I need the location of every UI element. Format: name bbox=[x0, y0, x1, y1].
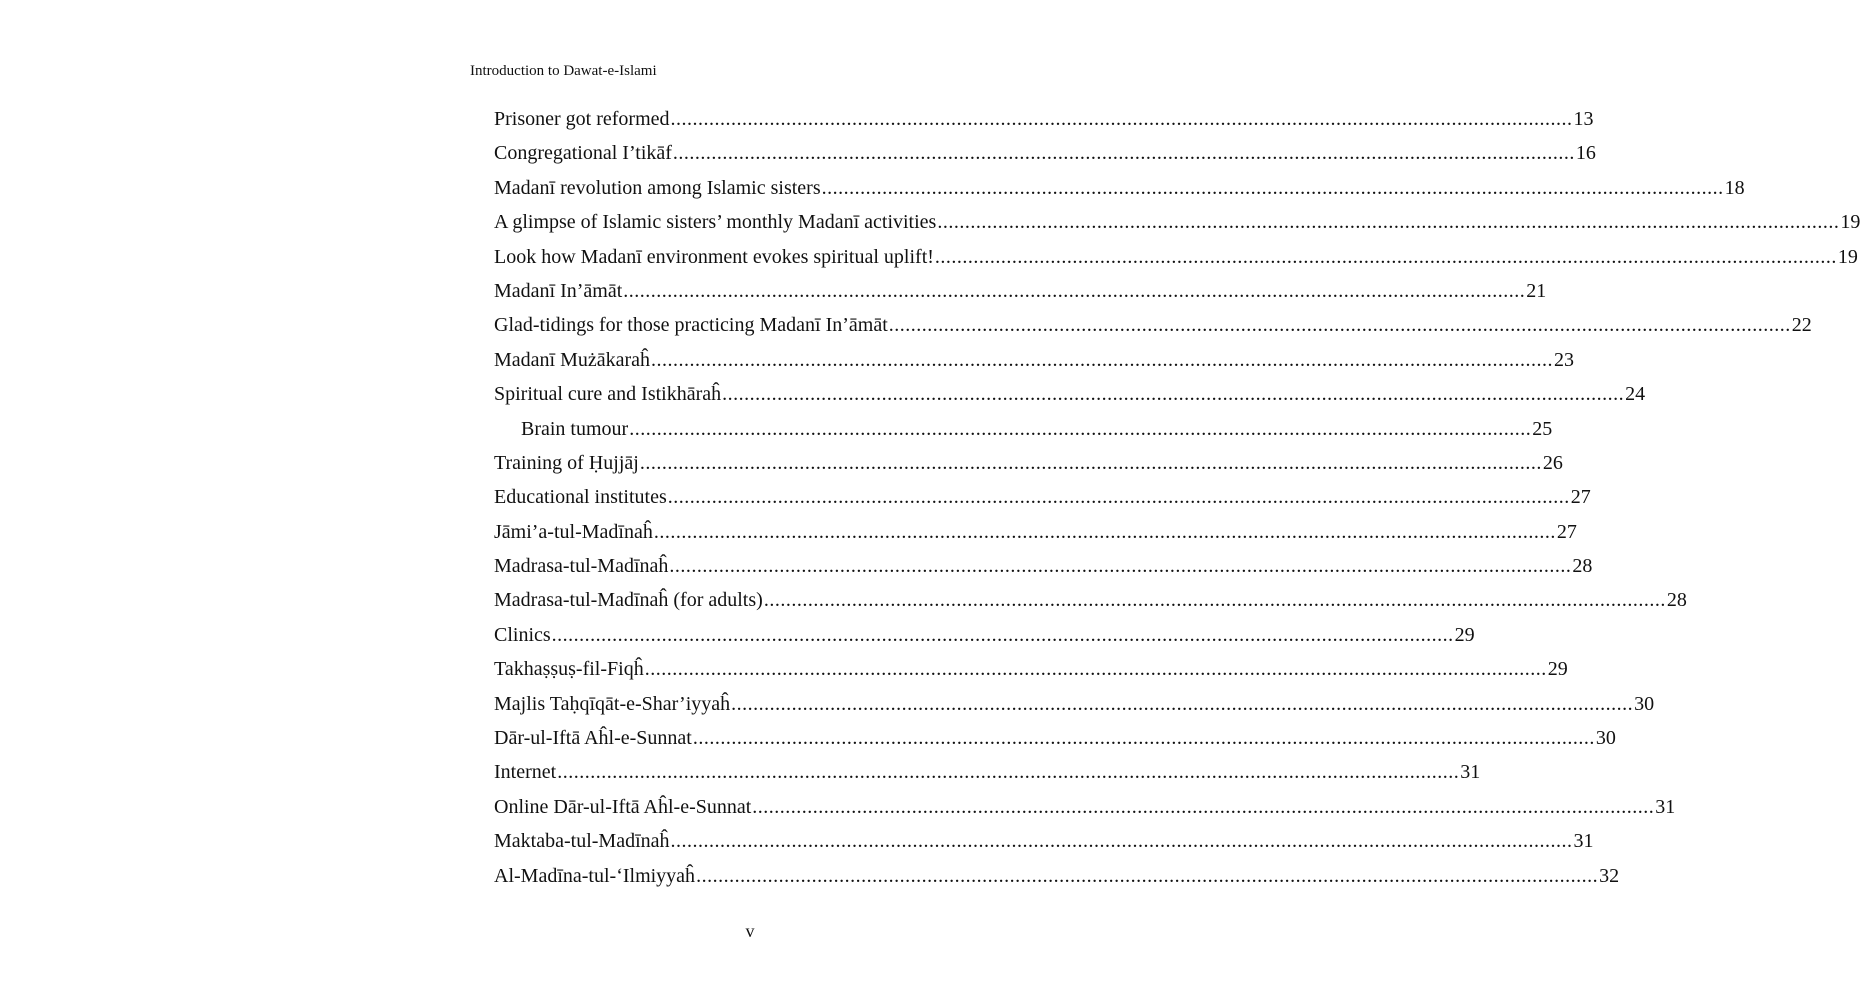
toc-entry-page: 16 bbox=[1575, 142, 1596, 165]
toc-entry-page: 28 bbox=[1572, 555, 1593, 578]
toc-entry bbox=[494, 446, 1563, 480]
toc-entry-title: Training of Ḥujjāj bbox=[494, 451, 639, 474]
toc-entry bbox=[494, 102, 1594, 136]
toc-dot-leader: .................................................................................................................................................................... bbox=[667, 486, 1570, 509]
toc-dot-leader: .................................................................................................................................................................... bbox=[670, 108, 1573, 130]
toc-entry-title: Jāmi’a-tul-Madīnaĥ bbox=[494, 520, 653, 543]
toc-dot-leader: .................................................................................................................................................................... bbox=[888, 314, 1791, 337]
toc-entry-title: Brain tumour bbox=[521, 417, 629, 440]
toc-dot-leader: .................................................................................................................................................................... bbox=[623, 279, 1526, 302]
toc-entry-title: Madrasa-tul-Madīnaĥ bbox=[494, 555, 669, 578]
toc-entry-title: Prisoner got reformed bbox=[494, 108, 670, 130]
toc-entry-page: 31 bbox=[1573, 830, 1594, 853]
toc-entry-page: 31 bbox=[1460, 761, 1481, 784]
toc-entry-page: 22 bbox=[1791, 314, 1812, 337]
toc-entry-title: Madanī revolution among Islamic sisters bbox=[494, 176, 821, 199]
toc-entry bbox=[494, 583, 1687, 617]
toc-dot-leader: .................................................................................................................................................................... bbox=[752, 795, 1655, 818]
toc-entry-page: 30 bbox=[1634, 692, 1655, 715]
toc-entry bbox=[494, 824, 1594, 858]
table-of-contents bbox=[494, 102, 1860, 893]
toc-dot-leader: .................................................................................................................................................................... bbox=[692, 727, 1595, 750]
toc-entry-title: Congregational I’tikāf bbox=[494, 142, 672, 165]
toc-entry bbox=[494, 377, 1646, 411]
toc-entry-title: Glad-tidings for those practicing Madanī In’āmāt bbox=[494, 314, 888, 337]
toc-entry bbox=[494, 687, 1655, 721]
toc-entry-page: 27 bbox=[1570, 486, 1591, 509]
toc-entry bbox=[494, 171, 1745, 205]
toc-dot-leader: .................................................................................................................................................................... bbox=[722, 383, 1625, 406]
toc-entry-page: 24 bbox=[1625, 383, 1646, 406]
toc-entry-page: 19 bbox=[1840, 211, 1860, 234]
toc-entry-page: 26 bbox=[1542, 451, 1563, 474]
toc-dot-leader: .................................................................................................................................................................... bbox=[672, 142, 1575, 165]
toc-dot-leader: .................................................................................................................................................................... bbox=[821, 176, 1724, 199]
page-number: v bbox=[745, 921, 755, 941]
toc-entry-page: 25 bbox=[1532, 417, 1553, 440]
toc-entry bbox=[494, 549, 1593, 583]
toc-dot-leader: .................................................................................................................................................................... bbox=[644, 658, 1547, 681]
toc-entry-page: 23 bbox=[1554, 348, 1575, 371]
toc-entry bbox=[494, 343, 1575, 377]
toc-entry bbox=[494, 412, 1553, 446]
toc-entry bbox=[494, 515, 1577, 549]
toc-dot-leader: .................................................................................................................................................................... bbox=[639, 451, 1542, 474]
toc-entry bbox=[494, 205, 1860, 239]
toc-entry bbox=[494, 240, 1858, 274]
toc-entry-page: 32 bbox=[1599, 864, 1620, 887]
toc-entry-page: 27 bbox=[1556, 520, 1577, 543]
toc-entry bbox=[494, 652, 1568, 686]
toc-entry bbox=[494, 274, 1547, 308]
toc-dot-leader: .................................................................................................................................................................... bbox=[669, 555, 1572, 578]
toc-entry-title: Educational institutes bbox=[494, 486, 667, 509]
toc-entry-title: A glimpse of Islamic sisters’ monthly Madanī activities bbox=[494, 211, 937, 234]
toc-entry-title: Al-Madīna-tul-‘Ilmiyyaĥ bbox=[494, 864, 696, 887]
toc-entry-title: Maktaba-tul-Madīnaĥ bbox=[494, 830, 670, 853]
toc-entry-title: Majlis Taḥqīqāt-e-Shar’iyyaĥ bbox=[494, 692, 731, 715]
toc-entry bbox=[494, 721, 1616, 755]
toc-dot-leader: .................................................................................................................................................................... bbox=[696, 864, 1599, 887]
toc-entry-title: Madanī In’āmāt bbox=[494, 279, 623, 302]
toc-entry-title: Takhaṣṣuṣ-fil-Fiqĥ bbox=[494, 658, 644, 681]
toc-entry-title: Spiritual cure and Istikhāraĥ bbox=[494, 383, 722, 406]
toc-entry-page: 21 bbox=[1526, 279, 1547, 302]
toc-dot-leader: .................................................................................................................................................................... bbox=[551, 623, 1454, 646]
toc-entry-title: Online Dār-ul-Iftā Aĥl-e-Sunnat bbox=[494, 795, 752, 818]
toc-entry bbox=[494, 755, 1481, 789]
toc-entry-page: 29 bbox=[1547, 658, 1568, 681]
toc-entry-title: Clinics bbox=[494, 623, 551, 646]
toc-entry-title: Look how Madanī environment evokes spiritual uplift! bbox=[494, 245, 934, 268]
toc-entry-title: Madrasa-tul-Madīnaĥ (for adults) bbox=[494, 589, 763, 612]
toc-entry bbox=[494, 136, 1596, 170]
toc-entry bbox=[494, 618, 1475, 652]
toc-entry-page: 28 bbox=[1666, 589, 1687, 612]
toc-entry bbox=[494, 480, 1591, 514]
toc-entry-page: 19 bbox=[1837, 245, 1858, 268]
toc-dot-leader: .................................................................................................................................................................... bbox=[653, 520, 1556, 543]
toc-entry-page: 18 bbox=[1724, 176, 1745, 199]
toc-dot-leader: .................................................................................................................................................................... bbox=[670, 830, 1573, 853]
toc-entry bbox=[494, 308, 1812, 342]
toc-entry-page: 29 bbox=[1454, 623, 1475, 646]
running-header: Introduction to Dawat-e-Islami bbox=[470, 63, 657, 79]
toc-dot-leader: .................................................................................................................................................................... bbox=[557, 761, 1460, 784]
toc-entry-title: Internet bbox=[494, 761, 557, 784]
toc-dot-leader: .................................................................................................................................................................... bbox=[629, 417, 1532, 440]
toc-entry-title: Dār-ul-Iftā Aĥl-e-Sunnat bbox=[494, 727, 692, 750]
toc-entry-page: 13 bbox=[1573, 108, 1594, 130]
toc-entry-page: 30 bbox=[1595, 727, 1616, 750]
toc-entry-page: 31 bbox=[1655, 795, 1676, 818]
toc-dot-leader: .................................................................................................................................................................... bbox=[731, 692, 1634, 715]
toc-entry bbox=[494, 859, 1620, 893]
toc-dot-leader: .................................................................................................................................................................... bbox=[651, 348, 1554, 371]
toc-dot-leader: .................................................................................................................................................................... bbox=[934, 245, 1837, 268]
toc-dot-leader: .................................................................................................................................................................... bbox=[937, 211, 1840, 234]
toc-entry-title: Madanī Mużākaraĥ bbox=[494, 348, 651, 371]
toc-entry bbox=[494, 790, 1676, 824]
toc-dot-leader: .................................................................................................................................................................... bbox=[763, 589, 1666, 612]
